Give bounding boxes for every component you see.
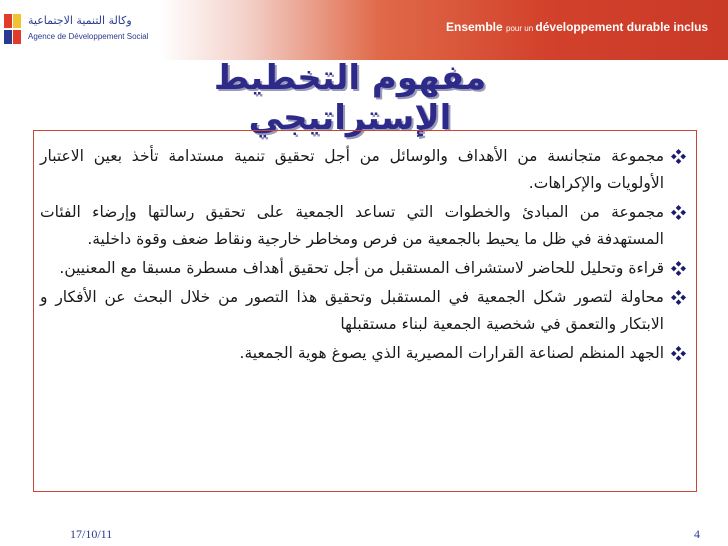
list-item — [40, 143, 688, 197]
ads-logo — [0, 0, 170, 60]
bullet-text: مجموعة من المبادئ والخطوات التي تساعد الجمعية على تحقيق رسالتها وإرضاء الفئات المستهدفة في ظل ما يحيط بالجمعية من فرص ومخاطر خارجية ونقاط ضعف وقوة داخلية. — [40, 203, 664, 248]
header-tagline — [446, 20, 728, 40]
bullet-text: الجهد المنظم لصناعة القرارات المصيرية الذي يصوغ هوية الجمعية. — [239, 344, 664, 362]
header-banner — [0, 0, 728, 60]
list-item — [40, 284, 688, 338]
bullet-text: محاولة لتصور شكل الجمعية في المستقبل وتحقيق هذا التصور من خلال البحث عن الأفكار و الابتكار والتعمق في شخصية الجمعية لبناء مستقبلها — [40, 288, 664, 333]
ads-logo-mark-icon — [2, 10, 24, 50]
page-number: 4 — [694, 527, 700, 541]
tagline-part1: Ensemble — [446, 20, 507, 34]
diamond-bullet-icon — [671, 149, 686, 164]
tagline-part2: développement durable inclus — [535, 20, 709, 34]
list-item — [40, 340, 688, 367]
bullet-list — [40, 143, 688, 369]
bullet-text: مجموعة متجانسة من الأهداف والوسائل من أجل تحقيق تنمية مستدامة تأخذ بعين الاعتبار الأولويات والإكراهات. — [40, 147, 664, 192]
diamond-bullet-icon — [671, 261, 686, 276]
logo-arabic-text: وكالة التنمية الاجتماعية — [28, 14, 132, 27]
list-item — [40, 255, 688, 282]
diamond-bullet-icon — [671, 205, 686, 220]
slide-title: مفهوم التخطيط الإستراتيجي — [213, 58, 487, 138]
diamond-bullet-icon — [671, 290, 686, 305]
logo-french-text: Agence de Développement Social — [28, 32, 149, 41]
bullet-text: قراءة وتحليل للحاضر لاستشراف المستقبل من أجل تحقيق أهداف مسطرة مسبقا مع المعنيين. — [59, 259, 664, 277]
diamond-bullet-icon — [671, 346, 686, 361]
tagline-small: pour un — [506, 24, 536, 33]
list-item — [40, 199, 688, 253]
footer-date: 17/10/11 — [70, 527, 113, 541]
